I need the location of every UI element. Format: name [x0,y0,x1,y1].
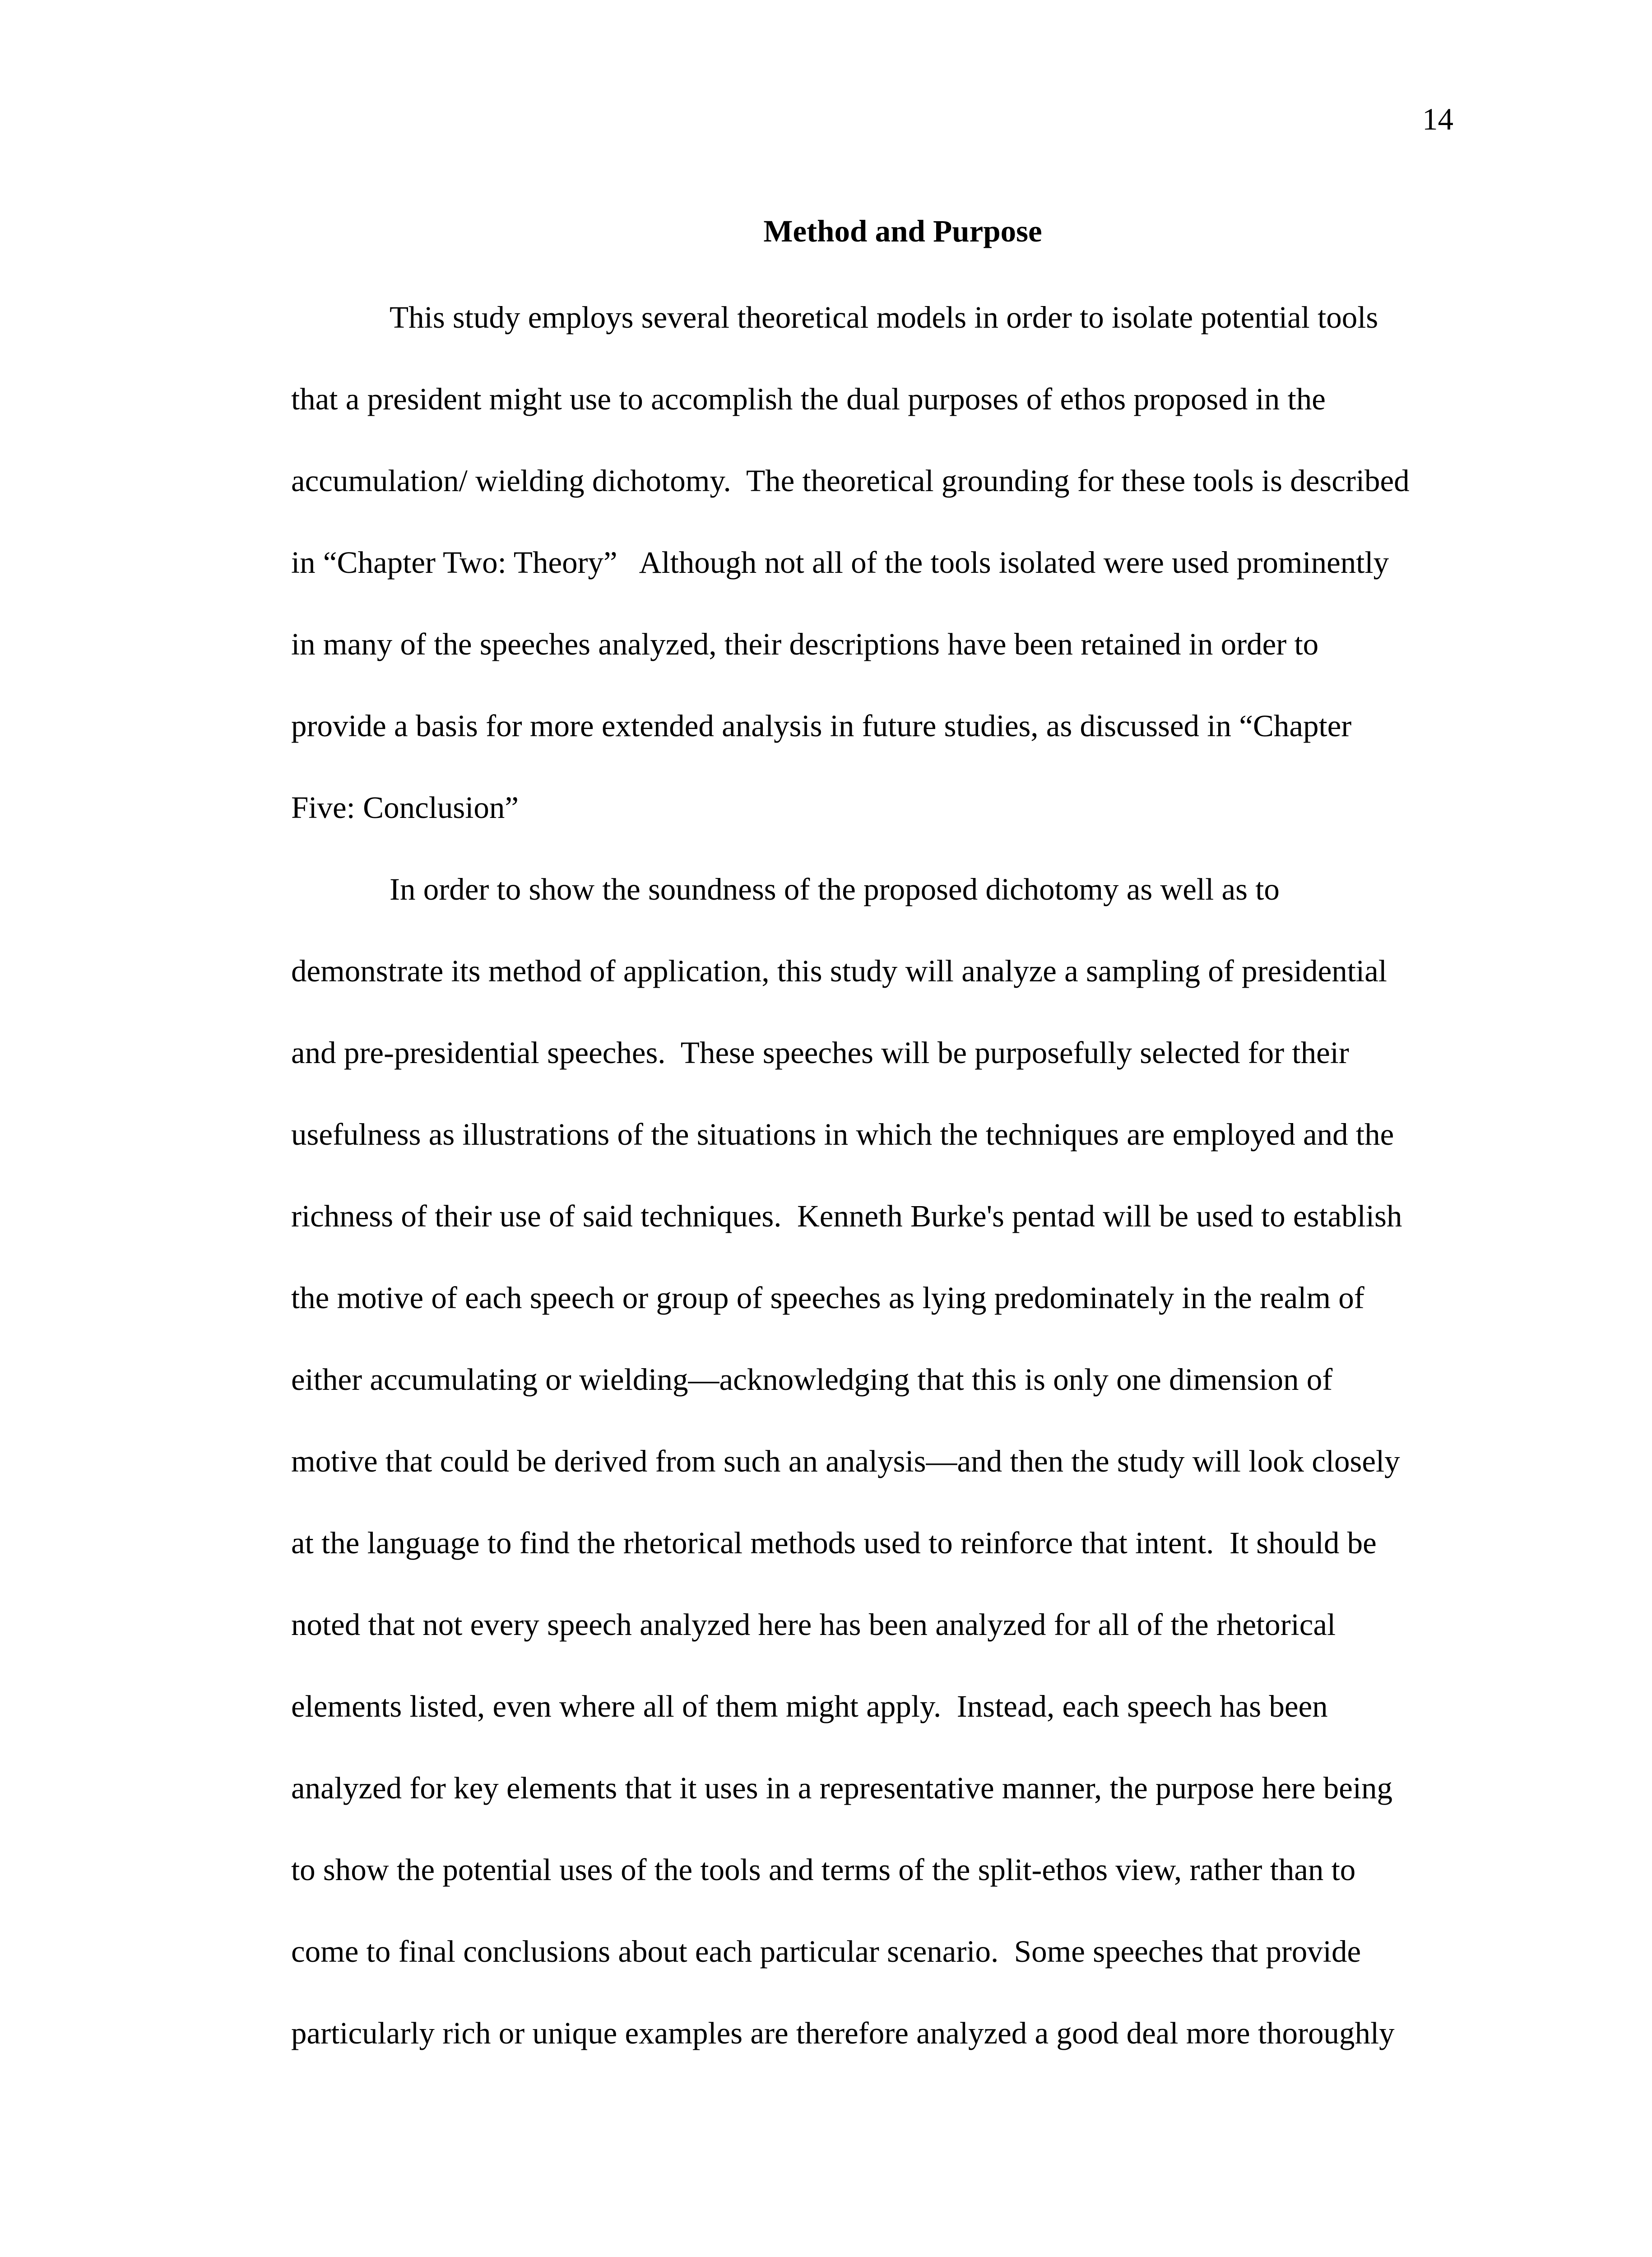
text-line: come to final conclusions about each particular scenario. Some speeches that provide [291,1934,1361,1969]
text-line: the motive of each speech or group of speeches as lying predominately in the realm of [291,1281,1364,1315]
text-line: that a president might use to accomplish the dual purposes of ethos proposed in the [291,382,1326,416]
section-heading: Method and Purpose [763,214,1042,248]
text-line: Five: Conclusion” [291,790,519,825]
text-line: analyzed for key elements that it uses in a representative manner, the purpose here being [291,1771,1393,1805]
text-line: motive that could be derived from such an analysis—and then the study will look closely [291,1444,1400,1478]
body-text [291,297,1474,2094]
text-line: and pre-presidential speeches. These speeches will be purposefully selected for their [291,1036,1349,1070]
page-number: 14 [1422,102,1453,136]
text-line: noted that not every speech analyzed here has been analyzed for all of the rhetorical [291,1607,1336,1642]
text-line: elements listed, even where all of them might apply. Instead, each speech has been [291,1689,1328,1723]
text-line: accumulation/ wielding dichotomy. The theoretical grounding for these tools is described [291,464,1410,498]
text-line: either accumulating or wielding—acknowledging that this is only one dimension of [291,1362,1333,1397]
text-line: richness of their use of said techniques. Kenneth Burke's pentad will be used to establish [291,1199,1402,1233]
text-line: usefulness as illustrations of the situations in which the techniques are employed and the [291,1117,1394,1152]
text-line: provide a basis for more extended analysis in future studies, as discussed in “Chapter [291,709,1352,743]
text-line: to show the potential uses of the tools and terms of the split-ethos view, rather than to [291,1853,1356,1887]
text-line: in many of the speeches analyzed, their descriptions have been retained in order to [291,627,1319,661]
text-line: particularly rich or unique examples are therefore analyzed a good deal more thoroughly [291,2016,1395,2050]
text-line: demonstrate its method of application, this study will analyze a sampling of presidential [291,954,1387,988]
text-line: This study employs several theoretical models in order to isolate potential tools [390,300,1378,334]
text-line: at the language to find the rhetorical methods used to reinforce that intent. It should be [291,1526,1377,1560]
text-line: In order to show the soundness of the proposed dichotomy as well as to [390,872,1280,906]
text-line: in “Chapter Two: Theory” Although not all of the tools isolated were used prominently [291,545,1389,580]
